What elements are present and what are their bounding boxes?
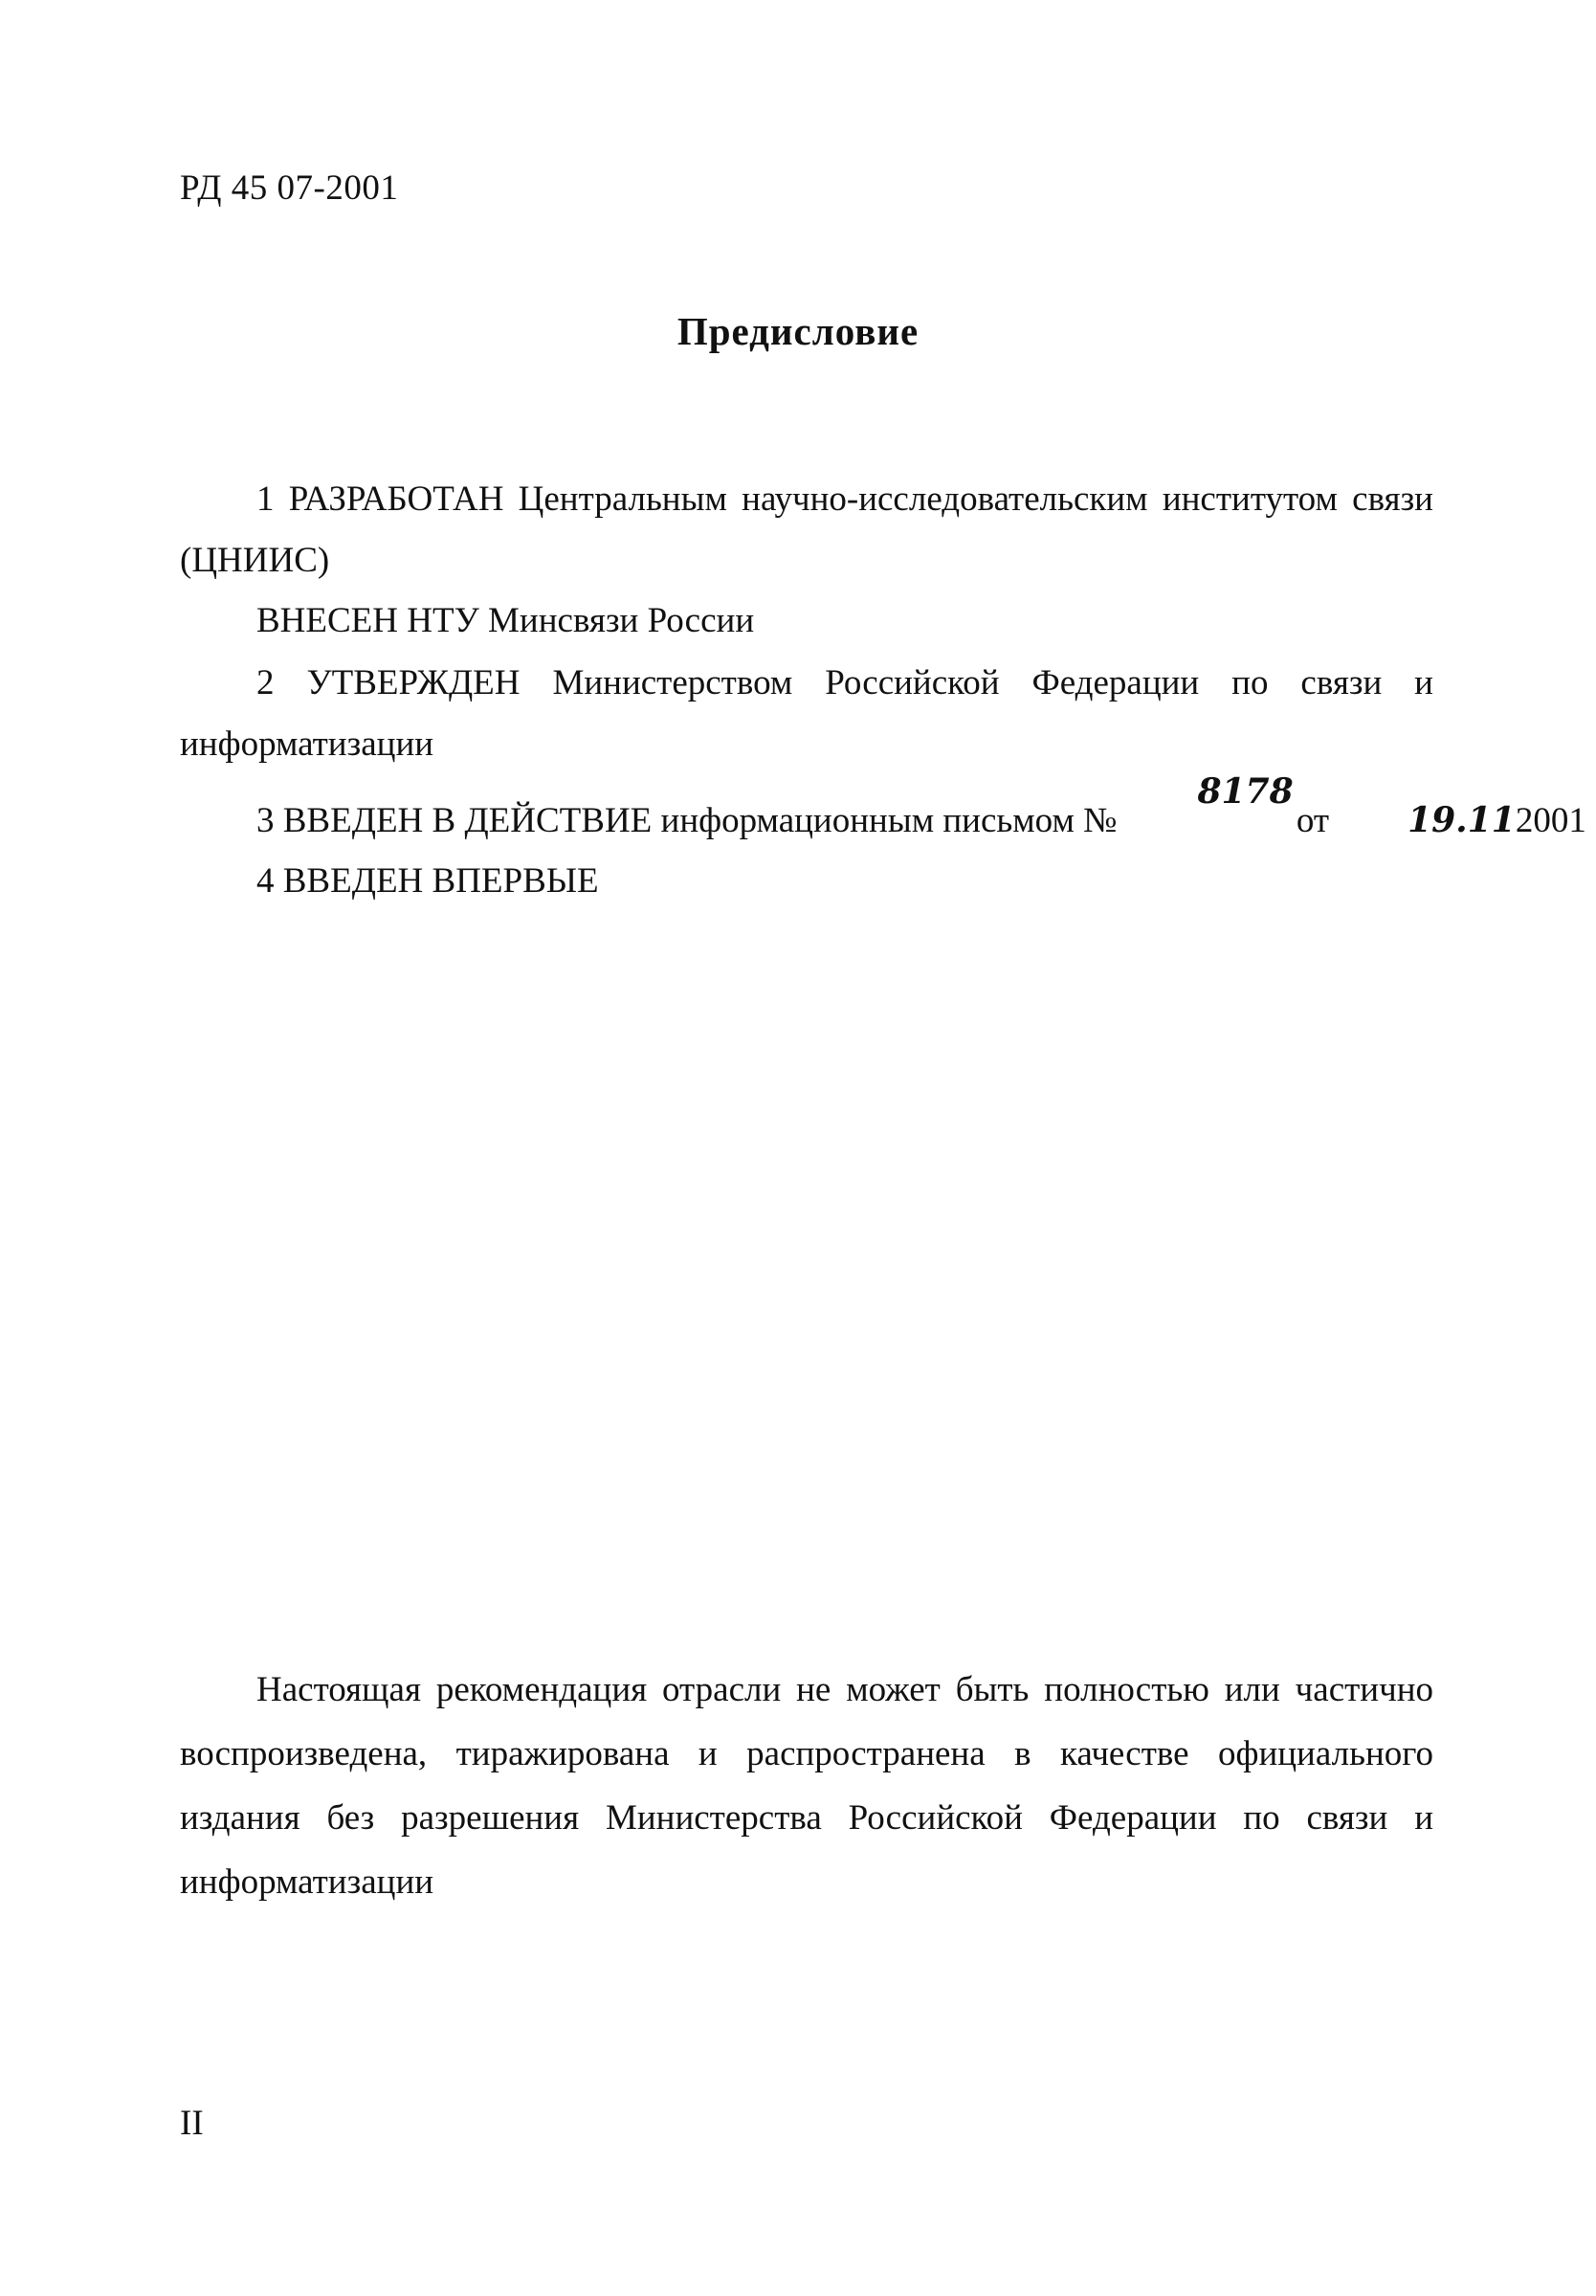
- handwritten-letter-date: 19.11: [1408, 800, 1516, 840]
- item-approved: 2 УТВЕРЖДЕН Министерством Российской Федерации по связи и информатизации: [180, 663, 1433, 764]
- item-enacted: [180, 771, 1586, 852]
- enacted-prefix: 3 ВВЕДЕН В ДЕЙСТВИЕ информационным письмом №: [256, 801, 1118, 840]
- item-first-time: 4 ВВЕДЕН ВПЕРВЫЕ: [256, 861, 599, 901]
- item-developed: 1 РАЗРАБОТАН Центральным научно-исследовательским институтом связи (ЦНИИС): [180, 479, 1433, 580]
- enacted-year: 2001: [1515, 801, 1586, 840]
- page-title: Предисловие: [676, 309, 920, 353]
- handwritten-letter-number: 8178: [1197, 771, 1294, 812]
- item-introduced-by: ВНЕСЕН НТУ Минсвязи России: [256, 601, 755, 640]
- enacted-from: от: [1296, 801, 1330, 840]
- copyright-notice: Настоящая рекомендация отрасли не может быть полностью или частично воспроизведена, тиражирована и распространена в качестве официального издания без разрешения Министерства Российской Федерации по связи и информатизации: [180, 1670, 1433, 1902]
- page-number: II: [180, 2104, 204, 2143]
- document-code: РД 45 07-2001: [180, 168, 399, 208]
